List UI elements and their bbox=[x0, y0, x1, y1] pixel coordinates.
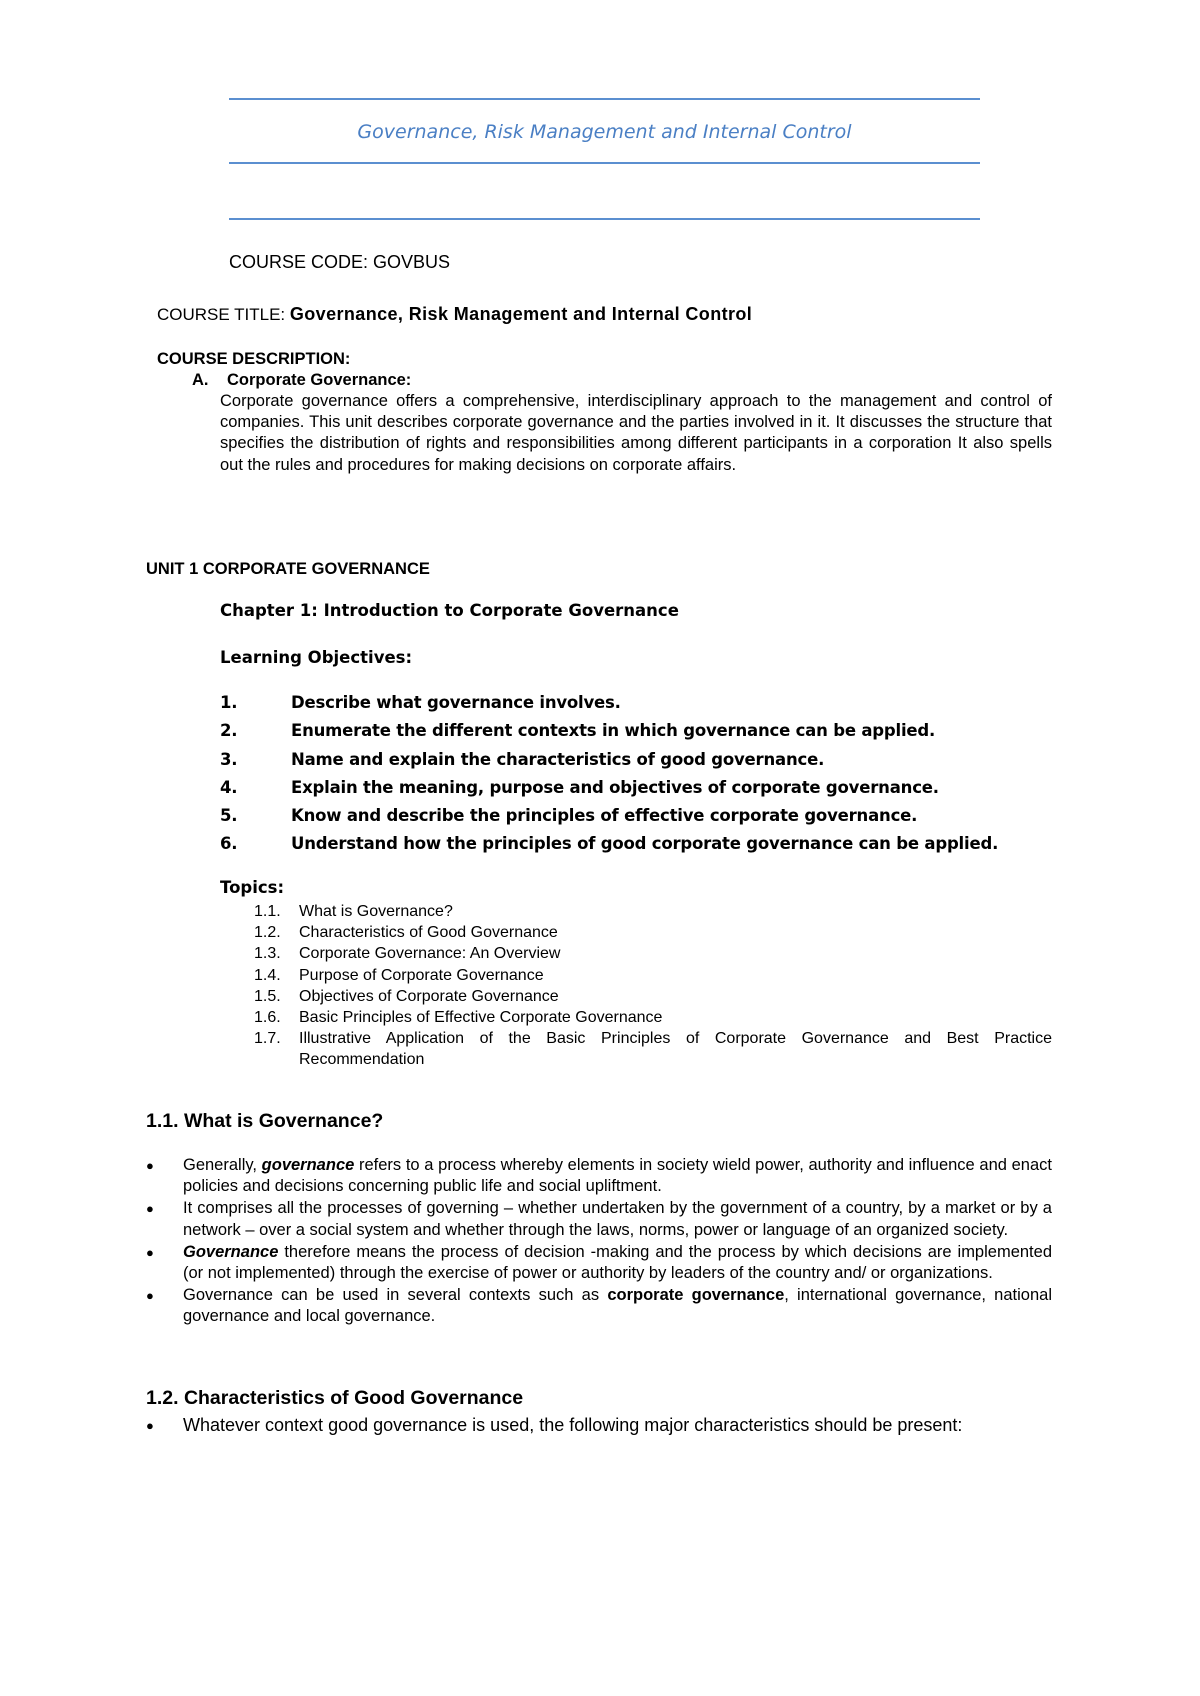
objective-item: 2. Enumerate the different contexts in which governance can be applied. bbox=[220, 721, 936, 741]
bullet-item: ● Governance can be used in several contexts such as corporate governance, international governance, national governance and local governance. bbox=[146, 1285, 1052, 1327]
course-title-label: COURSE TITLE: bbox=[157, 305, 286, 324]
topics-label: Topics: bbox=[220, 878, 285, 897]
objective-item: 6. Understand how the principles of good corporate governance can be applied. bbox=[220, 834, 999, 854]
topic-item: 1.1. What is Governance? bbox=[254, 903, 453, 920]
bullet-icon: ● bbox=[146, 1158, 154, 1173]
bullet-icon: ● bbox=[146, 1201, 154, 1217]
bullet-icon: ● bbox=[146, 1418, 154, 1433]
bullet-item: ● Governance therefore means the process of decision -making and the process by which decisions are implemented (or not implemented) through the exercise of power or authority by leaders of the country and/ or organizations. bbox=[146, 1242, 1052, 1284]
course-description-label: COURSE DESCRIPTION: bbox=[157, 350, 351, 368]
section-a-heading bbox=[192, 371, 411, 390]
objective-item: 4. Explain the meaning, purpose and objectives of corporate governance. bbox=[220, 777, 939, 797]
topic-item: 1.2. Characteristics of Good Governance bbox=[254, 924, 558, 942]
bullet-item: ● Generally, governance refers to a process whereby elements in society wield power, authority and influence and enact policies and decisions concerning public life and social upliftment. bbox=[146, 1155, 1052, 1197]
section-a-letter: A. bbox=[192, 371, 209, 389]
header-title: Governance, Risk Management and Internal Control bbox=[357, 121, 852, 143]
topic-item: 1.4. Purpose of Corporate Governance bbox=[254, 966, 544, 984]
objective-item: 1. Describe what governance involves. bbox=[220, 693, 621, 712]
objective-item: 5. Know and describe the principles of effective corporate governance. bbox=[220, 806, 918, 826]
bullet-icon: ● bbox=[146, 1244, 154, 1260]
learning-objectives-label: Learning Objectives: bbox=[220, 648, 413, 667]
course-description-text: Corporate governance offers a comprehensive, interdisciplinary approach to the management and control of companies. This unit describes corporate governance and the parties involved in it. It discusses the structure that specifies the distribution of rights and responsibilities among different participants in a corporation It also spells out the rules and procedures for making decisions on corporate affairs. bbox=[220, 392, 1052, 474]
header-rule-bottom bbox=[229, 218, 980, 220]
section-1-1-bullets bbox=[146, 1155, 1052, 1329]
section-a-title: Corporate Governance: bbox=[227, 371, 412, 389]
course-code-label: COURSE CODE: bbox=[229, 252, 369, 272]
topic-item: 1.7. Illustrative Application of the Basic Principles of Corporate Governance and Best Practice Recommendation bbox=[254, 1030, 1052, 1069]
topic-item: 1.3. Corporate Governance: An Overview bbox=[254, 945, 561, 963]
topic-item: 1.6. Basic Principles of Effective Corporate Governance bbox=[254, 1009, 663, 1027]
course-code-value: GOVBUS bbox=[373, 252, 451, 272]
topic-item: 1.5. Objectives of Corporate Governance bbox=[254, 987, 559, 1005]
course-title-value: Governance, Risk Management and Internal Control bbox=[289, 304, 753, 324]
unit-title: UNIT 1 CORPORATE GOVERNANCE bbox=[146, 560, 430, 578]
section-1-2-bullets bbox=[146, 1413, 1052, 1438]
chapter-title: Chapter 1: Introduction to Corporate Governance bbox=[220, 601, 679, 620]
objective-item: 3. Name and explain the characteristics of good governance. bbox=[220, 749, 825, 769]
course-title bbox=[157, 304, 752, 325]
learning-objectives-list bbox=[220, 693, 1060, 863]
bullet-icon: ● bbox=[146, 1288, 154, 1304]
bullet-item: ● Whatever context good governance is used, the following major characteristics should be present: bbox=[146, 1413, 1052, 1438]
header-rule-top bbox=[229, 98, 980, 100]
header-rule-middle bbox=[229, 162, 980, 164]
topics-list bbox=[254, 901, 1052, 1071]
section-1-2-heading: 1.2. Characteristics of Good Governance bbox=[146, 1387, 524, 1409]
bullet-item: ● It comprises all the processes of governing – whether undertaken by the government of a country, by a market or by a network – over a social system and whether through the laws, norms, power or language of an organized society. bbox=[146, 1198, 1052, 1240]
section-1-1-heading: 1.1. What is Governance? bbox=[146, 1110, 384, 1132]
course-code bbox=[229, 252, 450, 273]
